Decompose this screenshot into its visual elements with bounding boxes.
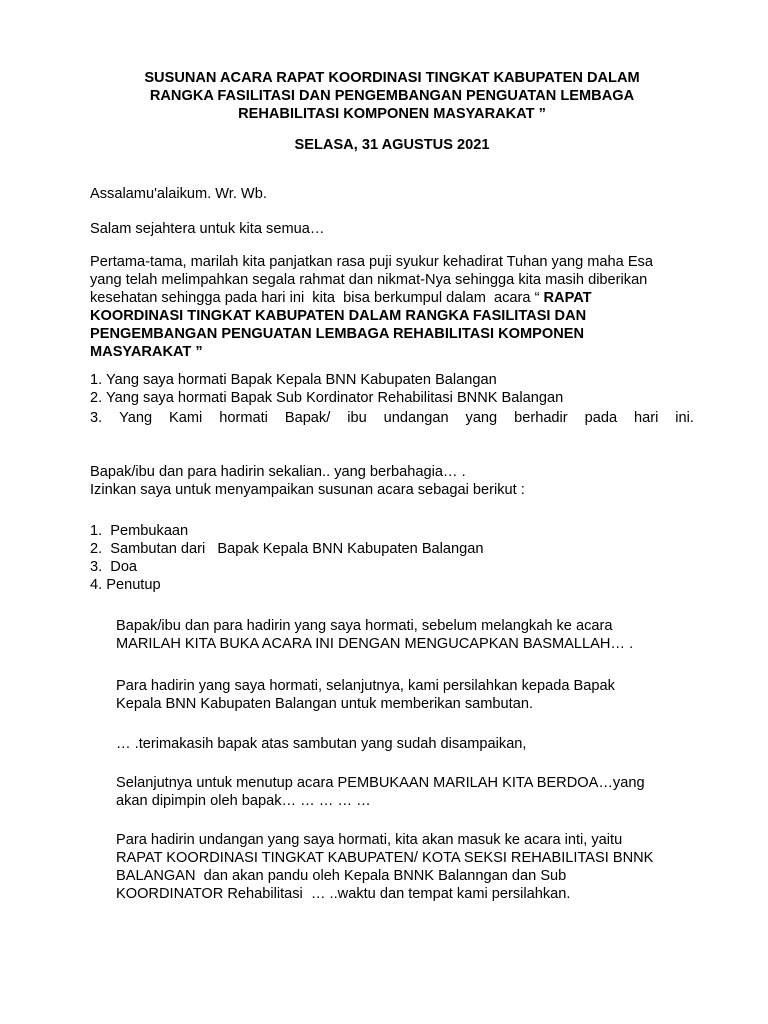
paragraph-line: RAPAT KOORDINASI TINGKAT KABUPATEN/ KOTA SEKSI REHABILITASI BNNK (116, 850, 654, 866)
honor-item: 1. Yang saya hormati Bapak Kepala BNN Kabupaten Balangan (90, 372, 497, 388)
opening-paragraph (90, 253, 694, 361)
opening-line: yang telah melimpahkan segala rahmat dan nikmat-Nya sehingga kita masih diberikan (90, 272, 648, 288)
opening-bold-start: RAPAT (543, 290, 592, 306)
paragraph-line: Para hadirin yang saya hormati, selanjutnya, kami persilahkan kepada Bapak (116, 678, 615, 694)
paragraph-terimakasih (116, 735, 706, 753)
opening-line (90, 289, 694, 307)
paragraph-line: Bapak/ibu dan para hadirin yang saya hormati, sebelum melangkah ke acara (116, 618, 613, 634)
honor-word: berhadir (514, 410, 568, 426)
honor-word: hari (634, 410, 659, 426)
paragraph-line: akan dipimpin oleh bapak… … … … … (116, 793, 371, 809)
paragraph-line: Kepala BNN Kabupaten Balangan untuk memberikan sambutan. (116, 696, 533, 712)
agenda-item: 2. Sambutan dari Bapak Kepala BNN Kabupaten Balangan (90, 541, 484, 557)
honors-list (90, 371, 694, 427)
agenda-item: 4. Penutup (90, 577, 161, 593)
agenda-item: 1. Pembukaan (90, 523, 189, 539)
honor-word: Bapak/ (284, 410, 331, 426)
honor-word: pada (584, 410, 618, 426)
paragraph-sambutan (116, 677, 706, 713)
greeting: Assalamu'alaikum. Wr. Wb. (90, 186, 267, 202)
opening-line: Pertama-tama, marilah kita panjatkan rasa puji syukur kehadirat Tuhan yang maha Esa (90, 254, 653, 270)
honor-item-justified (90, 409, 694, 427)
intro-paragraph (90, 463, 694, 499)
title-line: RANGKA FASILITASI DAN PENGEMBANGAN PENGUATAN LEMBAGA (149, 88, 635, 104)
paragraph-line: MARILAH KITA BUKA ACARA INI DENGAN MENGUCAPKAN BASMALLAH… . (116, 636, 634, 652)
agenda-list (90, 522, 694, 594)
paragraph-line: Para hadirin undangan yang saya hormati, kita akan masuk ke acara inti, yaitu (116, 832, 623, 848)
intro-line: Bapak/ibu dan para hadirin sekalian.. yang berbahagia… . (90, 464, 466, 480)
paragraph-doa (116, 774, 706, 810)
title-line: SUSUNAN ACARA RAPAT KOORDINASI TINGKAT KABUPATEN DALAM (144, 70, 640, 86)
title-line: REHABILITASI KOMPONEN MASYARAKAT ” (238, 106, 546, 122)
paragraph-acara-inti (116, 831, 706, 903)
paragraph-line: Selanjutnya untuk menutup acara PEMBUKAAN MARILAH KITA BERDOA…yang (116, 775, 645, 791)
honor-item: 2. Yang saya hormati Bapak Sub Kordinator Rehabilitasi BNNK Balangan (90, 390, 564, 406)
document-title (90, 69, 694, 123)
salam: Salam sejahtera untuk kita semua… (90, 221, 325, 237)
paragraph-line: … .terimakasih bapak atas sambutan yang sudah disampaikan, (116, 736, 527, 752)
honor-word: hormati (219, 410, 268, 426)
intro-line: Izinkan saya untuk menyampaikan susunan acara sebagai berikut : (90, 482, 525, 498)
honor-word: 3. (90, 410, 103, 426)
document-date: SELASA, 31 AGUSTUS 2021 (294, 137, 490, 153)
honor-word: undangan (383, 410, 449, 426)
opening-bold-line: KOORDINASI TINGKAT KABUPATEN DALAM RANGKA FASILITASI DAN (90, 308, 587, 324)
honor-word: ini. (675, 410, 694, 426)
opening-bold-line: MASYARAKAT ” (90, 344, 203, 360)
paragraph-opening-basmallah (116, 617, 706, 653)
honor-word: ibu (347, 410, 367, 426)
honor-word: yang (465, 410, 498, 426)
paragraph-line: BALANGAN dan akan pandu oleh Kepala BNNK Balanngan dan Sub (116, 868, 567, 884)
opening-line-text: kesehatan sehingga pada hari ini kita bisa berkumpul dalam acara “ (90, 290, 544, 306)
paragraph-line: KOORDINATOR Rehabilitasi … ..waktu dan tempat kami persilahkan. (116, 886, 571, 902)
opening-bold-line: PENGEMBANGAN PENGUATAN LEMBAGA REHABILITASI KOMPONEN (90, 326, 585, 342)
agenda-item: 3. Doa (90, 559, 138, 575)
honor-word: Yang (119, 410, 153, 426)
honor-word: Kami (169, 410, 203, 426)
